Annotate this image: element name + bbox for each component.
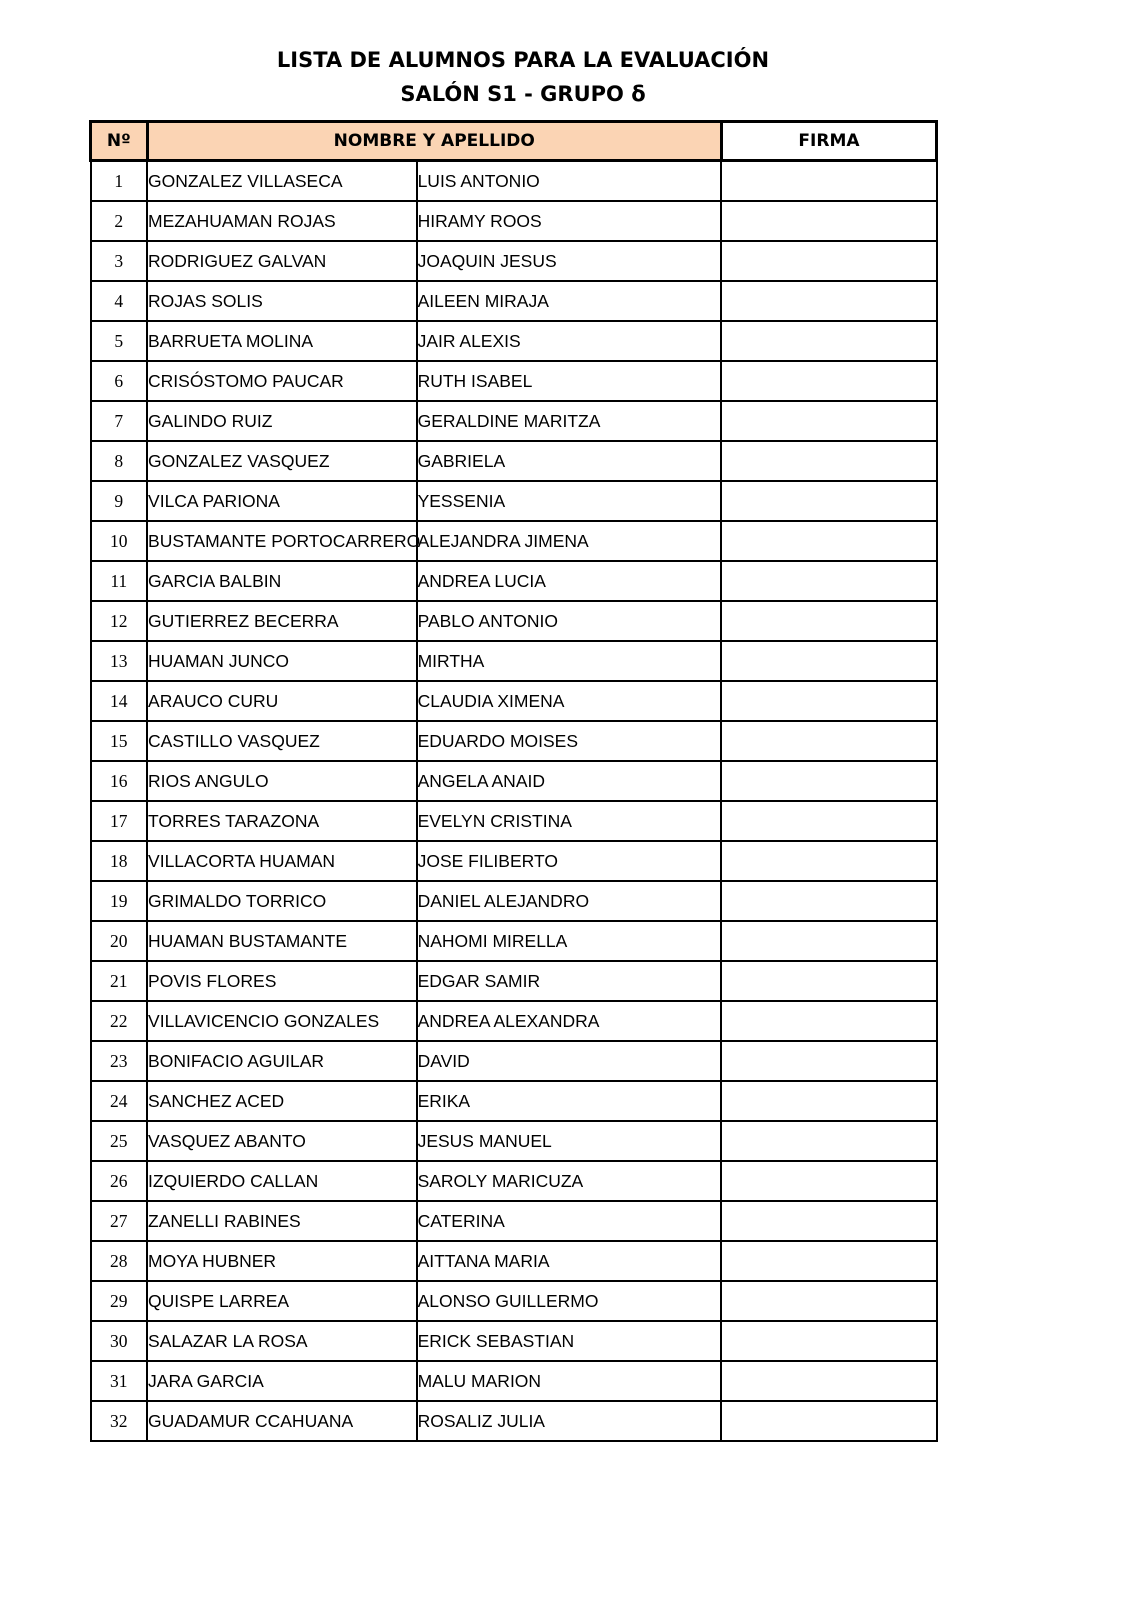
table-row [91, 881, 937, 921]
row-number: 6 [91, 361, 148, 401]
student-surname: ZANELLI RABINES [147, 1201, 417, 1241]
student-given-name: GABRIELA [417, 441, 722, 481]
document-subtitle: SALÓN S1 - GRUPO δ [400, 82, 646, 106]
signature-cell[interactable] [721, 201, 936, 241]
table-row [91, 401, 937, 441]
row-number: 14 [91, 681, 148, 721]
student-given-name: JOSE FILIBERTO [417, 841, 722, 881]
student-given-name: EDGAR SAMIR [417, 961, 722, 1001]
table-row [91, 321, 937, 361]
document-title: LISTA DE ALUMNOS PARA LA EVALUACIÓN [276, 48, 770, 72]
row-number: 5 [91, 321, 148, 361]
signature-cell[interactable] [721, 1121, 936, 1161]
table-row [91, 561, 937, 601]
signature-cell[interactable] [721, 1321, 936, 1361]
student-given-name: HIRAMY ROOS [417, 201, 722, 241]
student-given-name: CATERINA [417, 1201, 722, 1241]
student-given-name: AITTANA MARIA [417, 1241, 722, 1281]
row-number: 20 [91, 921, 148, 961]
student-given-name: ALONSO GUILLERMO [417, 1281, 722, 1321]
student-surname: RODRIGUEZ GALVAN [147, 241, 417, 281]
student-surname: VILLACORTA HUAMAN [147, 841, 417, 881]
student-surname: GUADAMUR CCAHUANA [147, 1401, 417, 1441]
table-row [91, 601, 937, 641]
signature-cell[interactable] [721, 721, 936, 761]
table-row [91, 1041, 937, 1081]
signature-cell[interactable] [721, 1161, 936, 1201]
student-surname: HUAMAN JUNCO [147, 641, 417, 681]
signature-cell[interactable] [721, 1041, 936, 1081]
signature-cell[interactable] [721, 241, 936, 281]
table-row [91, 1321, 937, 1361]
student-given-name: RUTH ISABEL [417, 361, 722, 401]
table-row [91, 481, 937, 521]
student-surname: GALINDO RUIZ [147, 401, 417, 441]
signature-cell[interactable] [721, 761, 936, 801]
row-number: 25 [91, 1121, 148, 1161]
student-surname: ROJAS SOLIS [147, 281, 417, 321]
signature-cell[interactable] [721, 361, 936, 401]
student-given-name: AILEEN MIRAJA [417, 281, 722, 321]
student-given-name: ROSALIZ JULIA [417, 1401, 722, 1441]
table-row [91, 841, 937, 881]
student-surname: ARAUCO CURU [147, 681, 417, 721]
signature-cell[interactable] [721, 801, 936, 841]
table-row [91, 1121, 937, 1161]
row-number: 7 [91, 401, 148, 441]
signature-cell[interactable] [721, 1361, 936, 1401]
student-surname: CRISÓSTOMO PAUCAR [147, 361, 417, 401]
column-header-signature: FIRMA [721, 122, 936, 161]
row-number: 18 [91, 841, 148, 881]
signature-cell[interactable] [721, 441, 936, 481]
student-given-name: ANDREA LUCIA [417, 561, 722, 601]
student-surname: RIOS ANGULO [147, 761, 417, 801]
row-number: 29 [91, 1281, 148, 1321]
table-row [91, 1201, 937, 1241]
row-number: 12 [91, 601, 148, 641]
row-number: 19 [91, 881, 148, 921]
row-number: 16 [91, 761, 148, 801]
signature-cell[interactable] [721, 1241, 936, 1281]
student-surname: GARCIA BALBIN [147, 561, 417, 601]
student-given-name: PABLO ANTONIO [417, 601, 722, 641]
signature-cell[interactable] [721, 281, 936, 321]
student-given-name: ERIKA [417, 1081, 722, 1121]
signature-cell[interactable] [721, 521, 936, 561]
student-given-name: EDUARDO MOISES [417, 721, 722, 761]
row-number: 13 [91, 641, 148, 681]
student-given-name: MIRTHA [417, 641, 722, 681]
row-number: 3 [91, 241, 148, 281]
table-row [91, 681, 937, 721]
signature-cell[interactable] [721, 641, 936, 681]
student-given-name: MALU MARION [417, 1361, 722, 1401]
student-surname: VILCA PARIONA [147, 481, 417, 521]
student-given-name: LUIS ANTONIO [417, 161, 722, 202]
table-row [91, 161, 937, 202]
student-given-name: NAHOMI MIRELLA [417, 921, 722, 961]
student-given-name: CLAUDIA XIMENA [417, 681, 722, 721]
signature-cell[interactable] [721, 881, 936, 921]
student-surname: GONZALEZ VASQUEZ [147, 441, 417, 481]
row-number: 2 [91, 201, 148, 241]
signature-cell[interactable] [721, 1001, 936, 1041]
row-number: 24 [91, 1081, 148, 1121]
student-surname: MEZAHUAMAN ROJAS [147, 201, 417, 241]
student-given-name: ALEJANDRA JIMENA [417, 521, 722, 561]
row-number: 22 [91, 1001, 148, 1041]
row-number: 17 [91, 801, 148, 841]
signature-cell[interactable] [721, 921, 936, 961]
row-number: 4 [91, 281, 148, 321]
student-surname: QUISPE LARREA [147, 1281, 417, 1321]
student-surname: BUSTAMANTE PORTOCARRERO [147, 521, 417, 561]
student-given-name: ERICK SEBASTIAN [417, 1321, 722, 1361]
table-row [91, 1161, 937, 1201]
column-header-number: Nº [91, 122, 148, 161]
student-surname: JARA GARCIA [147, 1361, 417, 1401]
table-row [91, 641, 937, 681]
signature-cell[interactable] [721, 561, 936, 601]
student-given-name: EVELYN CRISTINA [417, 801, 722, 841]
student-surname: TORRES TARAZONA [147, 801, 417, 841]
student-roster-table [89, 120, 938, 1442]
signature-cell[interactable] [721, 1201, 936, 1241]
student-given-name: JESUS MANUEL [417, 1121, 722, 1161]
table-row [91, 1401, 937, 1441]
table-row [91, 1081, 937, 1121]
table-row [91, 961, 937, 1001]
student-given-name: ANGELA ANAID [417, 761, 722, 801]
column-header-name: NOMBRE Y APELLIDO [147, 122, 721, 161]
signature-cell[interactable] [721, 1281, 936, 1321]
row-number: 15 [91, 721, 148, 761]
table-row [91, 721, 937, 761]
row-number: 21 [91, 961, 148, 1001]
table-row [91, 361, 937, 401]
row-number: 9 [91, 481, 148, 521]
signature-cell[interactable] [721, 321, 936, 361]
row-number: 23 [91, 1041, 148, 1081]
row-number: 1 [91, 161, 148, 202]
row-number: 30 [91, 1321, 148, 1361]
table-row [91, 921, 937, 961]
signature-cell[interactable] [721, 1081, 936, 1121]
student-given-name: DANIEL ALEJANDRO [417, 881, 722, 921]
student-surname: IZQUIERDO CALLAN [147, 1161, 417, 1201]
row-number: 27 [91, 1201, 148, 1241]
table-row [91, 801, 937, 841]
table-row [91, 761, 937, 801]
student-surname: VASQUEZ ABANTO [147, 1121, 417, 1161]
student-surname: GRIMALDO TORRICO [147, 881, 417, 921]
student-surname: POVIS FLORES [147, 961, 417, 1001]
student-surname: BARRUETA MOLINA [147, 321, 417, 361]
row-number: 10 [91, 521, 148, 561]
signature-cell[interactable] [721, 161, 936, 202]
row-number: 11 [91, 561, 148, 601]
student-surname: CASTILLO VASQUEZ [147, 721, 417, 761]
student-surname: GUTIERREZ BECERRA [147, 601, 417, 641]
table-row [91, 201, 937, 241]
student-surname: HUAMAN BUSTAMANTE [147, 921, 417, 961]
student-given-name: SAROLY MARICUZA [417, 1161, 722, 1201]
signature-cell[interactable] [721, 961, 936, 1001]
student-surname: SALAZAR LA ROSA [147, 1321, 417, 1361]
row-number: 32 [91, 1401, 148, 1441]
table-header-row [91, 122, 937, 161]
signature-cell[interactable] [721, 841, 936, 881]
student-surname: GONZALEZ VILLASECA [147, 161, 417, 202]
table-row [91, 1001, 937, 1041]
row-number: 31 [91, 1361, 148, 1401]
table-row [91, 1281, 937, 1321]
signature-cell[interactable] [721, 681, 936, 721]
signature-cell[interactable] [721, 1401, 936, 1441]
table-row [91, 441, 937, 481]
table-row [91, 241, 937, 281]
row-number: 26 [91, 1161, 148, 1201]
student-given-name: DAVID [417, 1041, 722, 1081]
table-row [91, 1361, 937, 1401]
student-surname: BONIFACIO AGUILAR [147, 1041, 417, 1081]
table-row [91, 521, 937, 561]
student-given-name: JOAQUIN JESUS [417, 241, 722, 281]
row-number: 8 [91, 441, 148, 481]
table-row [91, 281, 937, 321]
student-surname: MOYA HUBNER [147, 1241, 417, 1281]
roster-body [91, 161, 937, 1442]
row-number: 28 [91, 1241, 148, 1281]
signature-cell[interactable] [721, 601, 936, 641]
signature-cell[interactable] [721, 401, 936, 441]
student-given-name: YESSENIA [417, 481, 722, 521]
student-given-name: JAIR ALEXIS [417, 321, 722, 361]
student-surname: VILLAVICENCIO GONZALES [147, 1001, 417, 1041]
student-given-name: ANDREA ALEXANDRA [417, 1001, 722, 1041]
table-row [91, 1241, 937, 1281]
student-surname: SANCHEZ ACED [147, 1081, 417, 1121]
signature-cell[interactable] [721, 481, 936, 521]
student-given-name: GERALDINE MARITZA [417, 401, 722, 441]
